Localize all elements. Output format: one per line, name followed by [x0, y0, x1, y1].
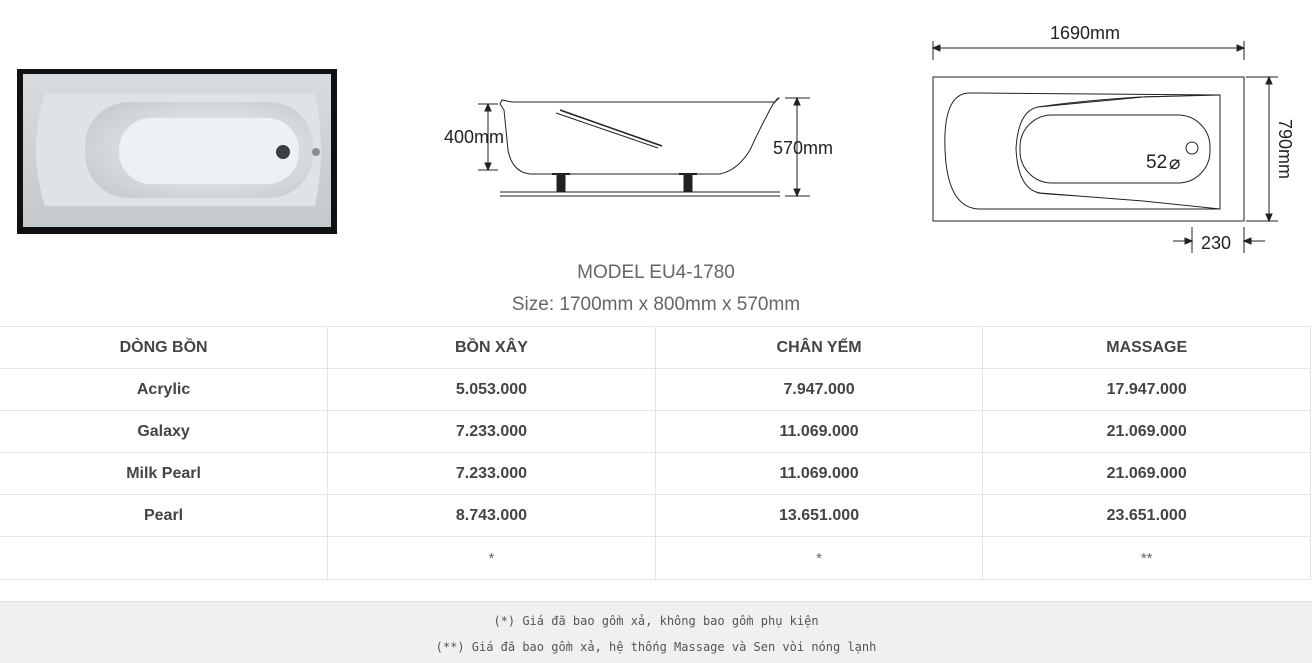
cell-massage-mark: **: [983, 537, 1311, 580]
table-row: [0, 453, 1311, 495]
top-width-label: 790mm: [1275, 119, 1295, 180]
cell-built-in: 7.233.000: [328, 453, 656, 495]
header-skirted: CHÂN YẾM: [655, 327, 983, 369]
header-built-in: BỒN XÂY: [328, 327, 656, 369]
cell-line: Milk Pearl: [0, 453, 328, 495]
bathtub-photo-image: [23, 74, 331, 227]
header-massage: MASSAGE: [983, 327, 1311, 369]
cell-line: Acrylic: [0, 369, 328, 411]
drain-offset-label: 230: [1201, 233, 1232, 253]
side-view-diagram: [440, 88, 870, 208]
table-row-footnote-marks: [0, 537, 1311, 580]
side-total-label: 570mm: [773, 138, 834, 158]
cell-skirted-mark: *: [655, 537, 983, 580]
cell-built-in: 7.233.000: [328, 411, 656, 453]
cell-built-in: 5.053.000: [328, 369, 656, 411]
note-single-star: (*) Giá đã bao gồm xả, không bao gồm phụ kiện: [493, 614, 819, 628]
cell-line: Galaxy: [0, 411, 328, 453]
cell-massage: 21.069.000: [983, 411, 1311, 453]
cell-skirted: 13.651.000: [655, 495, 983, 537]
cell-massage: 21.069.000: [983, 453, 1311, 495]
side-height-label: 400mm: [444, 127, 505, 147]
table-header-row: [0, 327, 1311, 369]
drain-diameter-icon: ⌀: [1169, 153, 1181, 174]
cell-massage: 17.947.000: [983, 369, 1311, 411]
drain-size-label: 52: [1146, 152, 1168, 173]
top-length-label: 1690mm: [1050, 23, 1121, 43]
cell-line: [0, 537, 328, 580]
top-view-diagram: [928, 15, 1298, 260]
cell-skirted: 7.947.000: [655, 369, 983, 411]
price-notes: [0, 601, 1312, 663]
cell-massage: 23.651.000: [983, 495, 1311, 537]
cell-skirted: 11.069.000: [655, 411, 983, 453]
cell-skirted: 11.069.000: [655, 453, 983, 495]
bathtub-photo: [17, 69, 337, 234]
table-row: [0, 411, 1311, 453]
model-title: MODEL EU4-1780: [577, 262, 735, 283]
table-row: [0, 369, 1311, 411]
model-size: Size: 1700mm x 800mm x 570mm: [511, 294, 801, 315]
cell-built-in: 8.743.000: [328, 495, 656, 537]
table-row: [0, 495, 1311, 537]
note-double-star: (**) Giá đã bao gồm xả, hệ thống Massage và Sen vòi nóng lạnh: [435, 640, 877, 654]
price-table: [0, 326, 1311, 580]
cell-built-in-mark: *: [328, 537, 656, 580]
header-line: DÒNG BỒN: [0, 327, 328, 369]
cell-line: Pearl: [0, 495, 328, 537]
product-hero: [0, 0, 1312, 258]
